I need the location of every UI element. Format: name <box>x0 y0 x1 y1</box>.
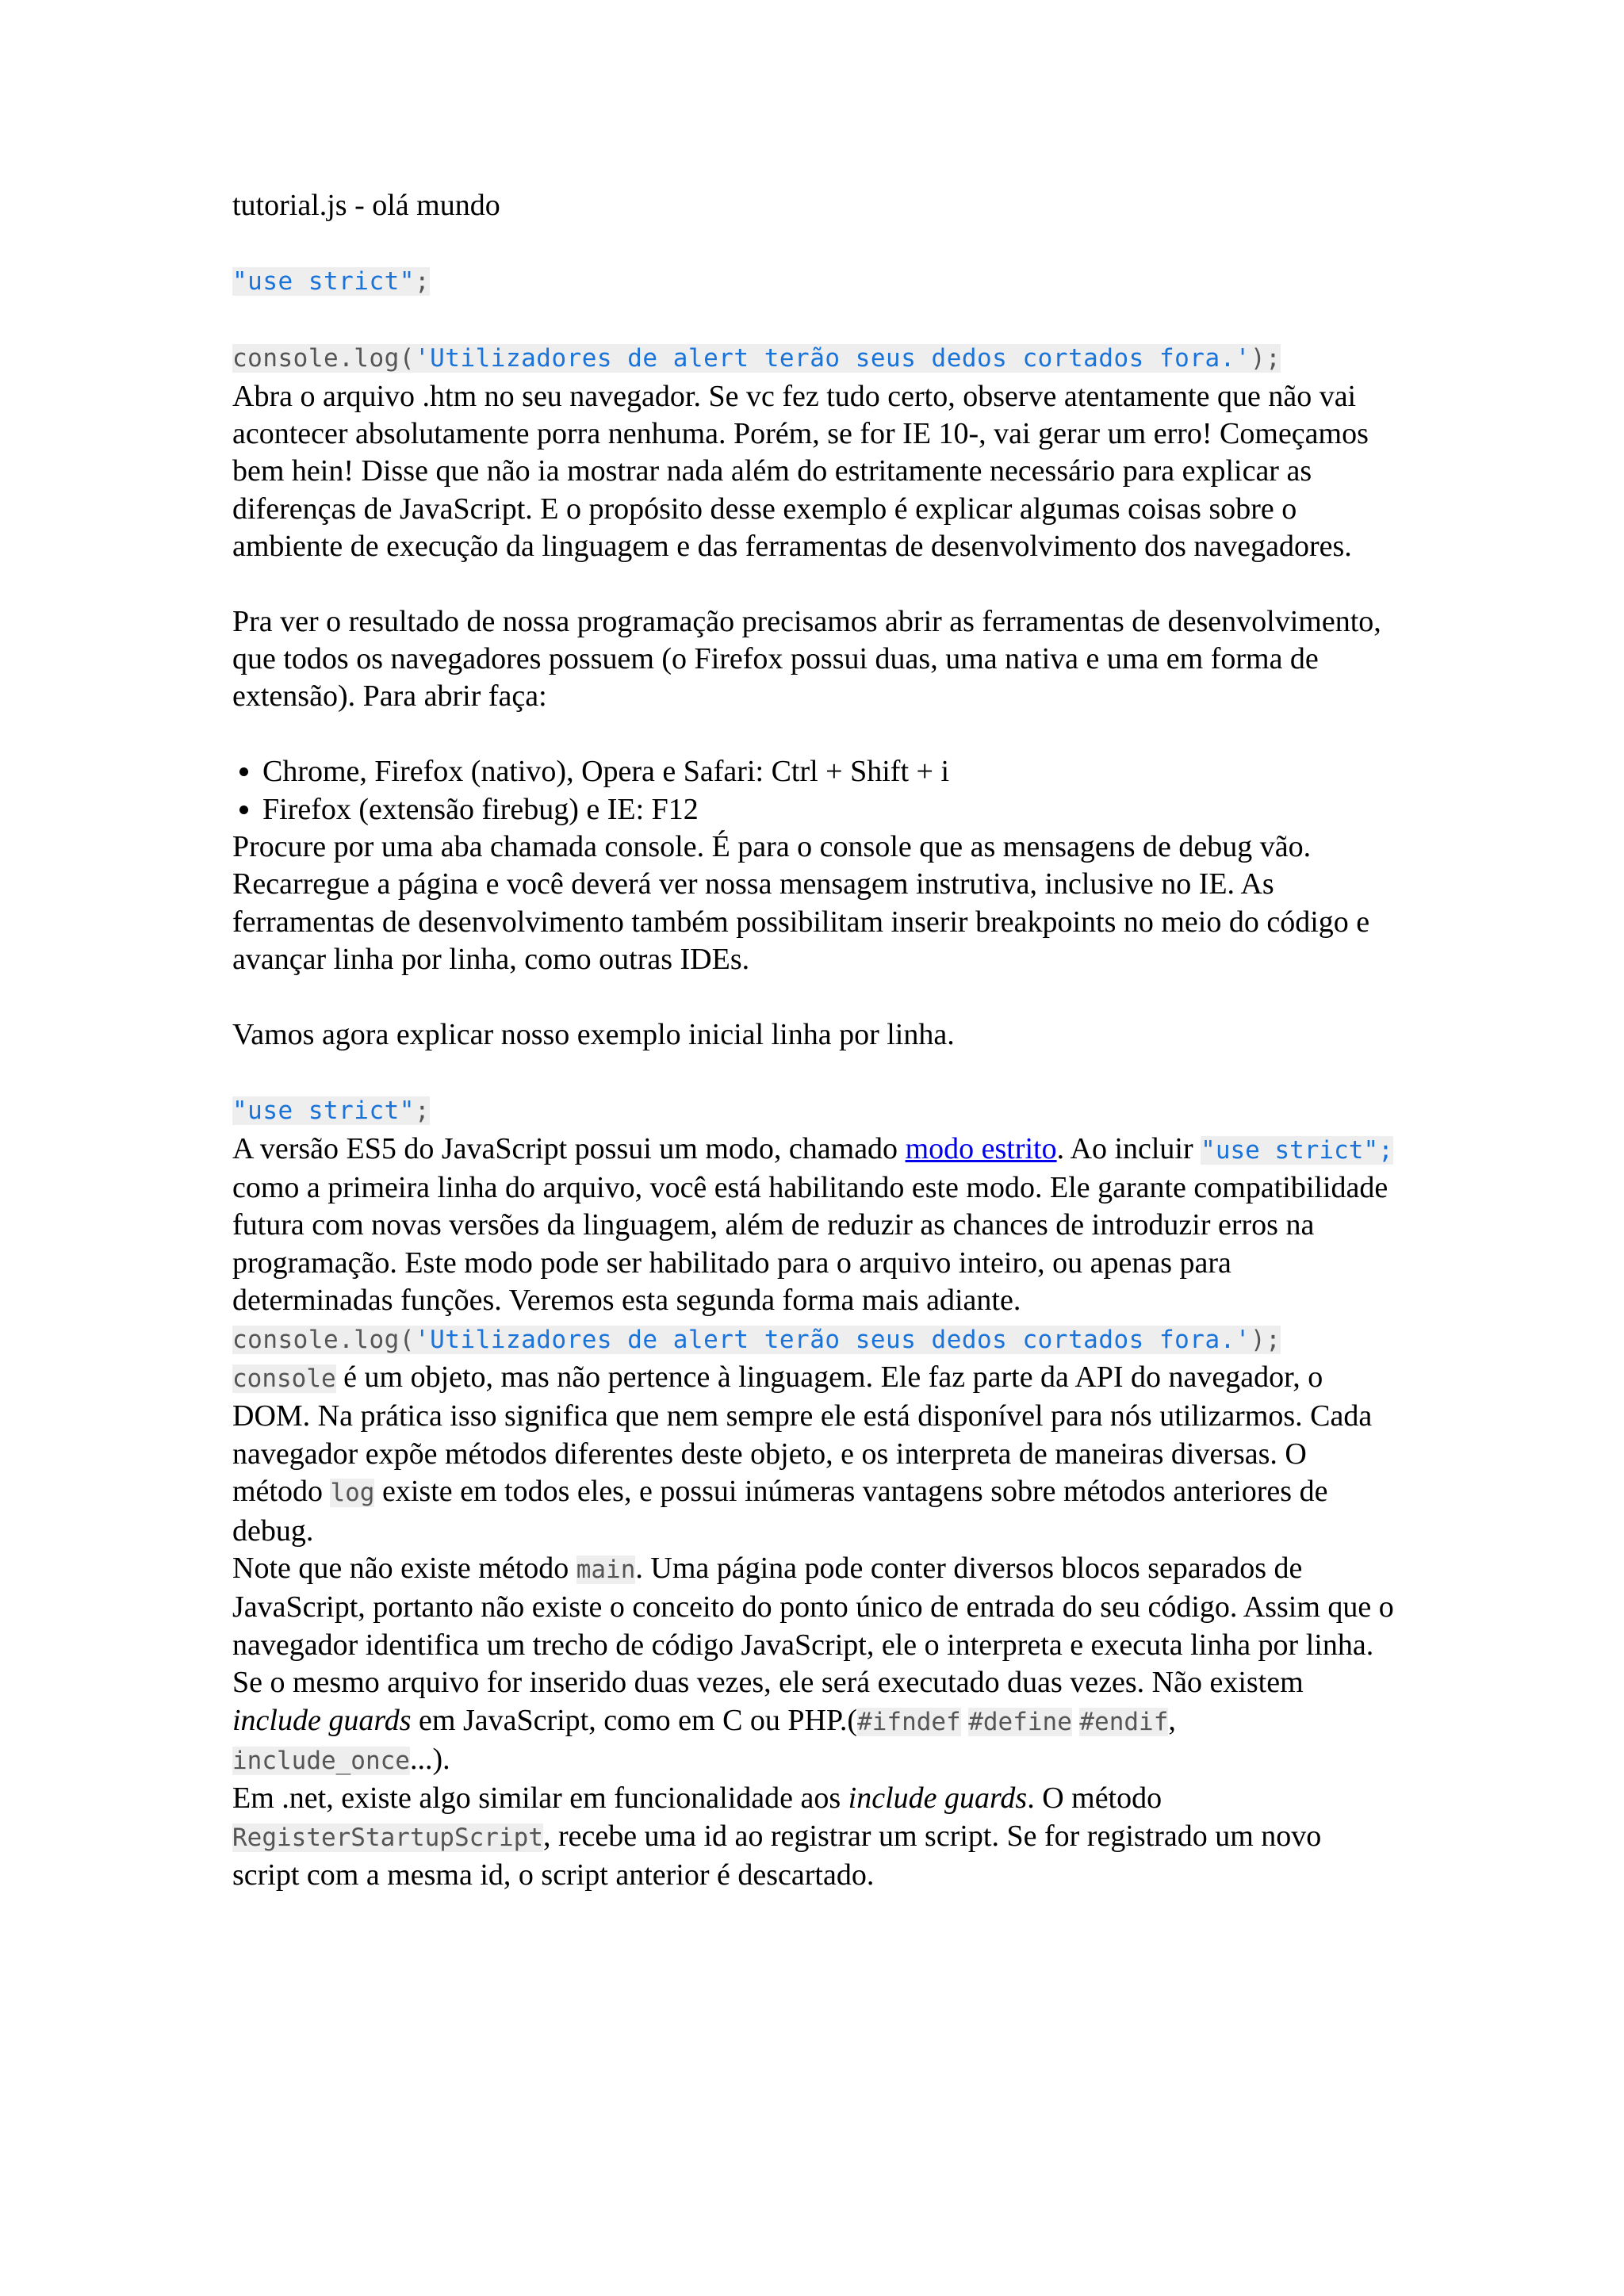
spacer <box>232 716 1394 753</box>
code-inline-register-startup-script: RegisterStartupScript <box>232 1823 543 1852</box>
code-console-prefix: console.log( <box>232 1325 415 1354</box>
code-semicolon: ; <box>414 1096 431 1126</box>
paragraph-console-object <box>232 1359 1394 1550</box>
text: , <box>1168 1703 1176 1737</box>
code-console-suffix: ); <box>1250 344 1281 373</box>
code-inline-console: console <box>232 1364 336 1393</box>
code-snippet <box>232 344 1281 373</box>
emphasis: include guards <box>848 1781 1028 1816</box>
text: . Uma página pode conter diversos blocos separados de JavaScript, portanto não existe o conceito do ponto único de entrada do seu código. Assim que o navegador identifica um trecho de código JavaScript, ele o interpreta e executa linha por linha. Se o mesmo arquivo for inserido duas vezes, ele será executado duas vezes. Não existem <box>232 1551 1394 1700</box>
list-item: • Firefox (extensão firebug) e IE: F12 <box>262 791 1394 828</box>
code-console-log-1 <box>232 339 1394 377</box>
code-inline-define: #define <box>968 1707 1072 1736</box>
text: Em .net, existe algo similar em funcionalidade aos <box>232 1781 848 1816</box>
text: Note que não existe método <box>232 1551 576 1585</box>
code-semicolon: ; <box>414 267 431 297</box>
code-inline-log: log <box>330 1479 375 1508</box>
paragraph-no-main <box>232 1550 1394 1780</box>
code-console-prefix: console.log( <box>232 344 415 373</box>
text: A versão ES5 do JavaScript possui um modo, chamado <box>232 1131 906 1165</box>
code-snippet <box>232 1096 430 1125</box>
text: . Ao incluir <box>1056 1131 1201 1165</box>
code-inline-ifndef: #ifndef <box>857 1707 961 1736</box>
paragraph-devtools: Pra ver o resultado de nossa programação precisamos abrir as ferramentas de desenvolvimento, que todos os navegadores possuem (o Firefox possui duas, uma nativa e uma em forma de extensão). Para abrir faça: <box>232 604 1381 714</box>
code-inline-include-once: include_once <box>232 1747 410 1775</box>
text: , recebe uma id ao registrar um script. Se for registrado um novo script com a mesma id, o script anterior é descartado. <box>232 1819 1322 1892</box>
code-string: "use strict" <box>232 1096 415 1126</box>
paragraph-console-tab: Procure por uma aba chamada console. É para o console que as mensagens de debug vão. Recarregue a página e você deverá ver nossa mensagem instrutiva, inclusive no IE. As ferramentas de desenvolvimento também possibilitam inserir breakpoints no meio do código e avançar linha por linha, como outras IDEs. <box>232 830 1370 977</box>
paragraph-dotnet <box>232 1780 1394 1894</box>
text: existe em todos eles, e possui inúmeras vantagens sobre métodos anteriores de debug. <box>232 1475 1328 1548</box>
code-use-strict-1 <box>232 262 1394 300</box>
document-title: tutorial.js - olá mundo <box>232 189 500 222</box>
code-console-log-2 <box>232 1320 1394 1359</box>
code-inline-endif: #endif <box>1079 1707 1169 1736</box>
code-console-suffix: ); <box>1250 1325 1281 1354</box>
code-snippet <box>232 267 430 296</box>
spacer <box>232 301 1394 339</box>
text: como a primeira linha do arquivo, você está habilitando este modo. Ele garante compatibilidade futura com novas versões da linguagem, além de reduzir as chances de introduzir erros na programação. Este modo pode ser habilitado para o arquivo inteiro, ou apenas para determinadas funções. Veremos esta segunda forma mais adiante. <box>232 1170 1388 1318</box>
code-snippet <box>232 1326 1281 1354</box>
text: ...). <box>409 1743 450 1776</box>
strict-mode-link[interactable]: modo estrito <box>905 1131 1057 1165</box>
code-string: "use strict" <box>232 267 415 297</box>
code-string: 'Utilizadores de alert terão seus dedos cortados fora.' <box>414 344 1251 373</box>
paragraph-open-file: Abra o arquivo .htm no seu navegador. Se vc fez tudo certo, observe atentamente que não vai acontecer absolutamente porra nenhuma. Porém, se for IE 10-, vai gerar um erro! Começamos bem hein! Disse que não ia mostrar nada além do estritamente necessário para explicar as diferenças de JavaScript. E o propósito desse exemplo é explicar algumas coisas sobre o ambiente de execução da linguagem e das ferramentas de desenvolvimento dos navegadores. <box>232 379 1369 564</box>
text: em JavaScript, como em C ou PHP.( <box>411 1703 858 1737</box>
text: é um objeto, mas não pertence à linguagem. Ele faz parte da API do navegador, o DOM. Na prática isso significa que nem sempre ele está disponível para nós utilizarmos. Cada navegador expõe métodos diferentes deste objeto, e os interpreta de maneiras diversas. O método <box>232 1360 1373 1509</box>
code-string: 'Utilizadores de alert terão seus dedos cortados fora.' <box>414 1325 1251 1354</box>
emphasis: include guards <box>232 1703 412 1737</box>
shortcut-list <box>232 753 1394 828</box>
paragraph-explain-intro: Vamos agora explicar nosso exemplo inicial linha por linha. <box>232 1017 955 1051</box>
text: . O método <box>1027 1781 1162 1816</box>
code-inline-use-strict: "use strict"; <box>1201 1135 1393 1165</box>
code-inline-main: main <box>576 1555 636 1584</box>
paragraph-strict-mode <box>232 1131 1394 1320</box>
code-use-strict-2 <box>232 1091 1394 1130</box>
list-item: • Chrome, Firefox (nativo), Opera e Safari: Ctrl + Shift + i <box>262 753 1394 790</box>
